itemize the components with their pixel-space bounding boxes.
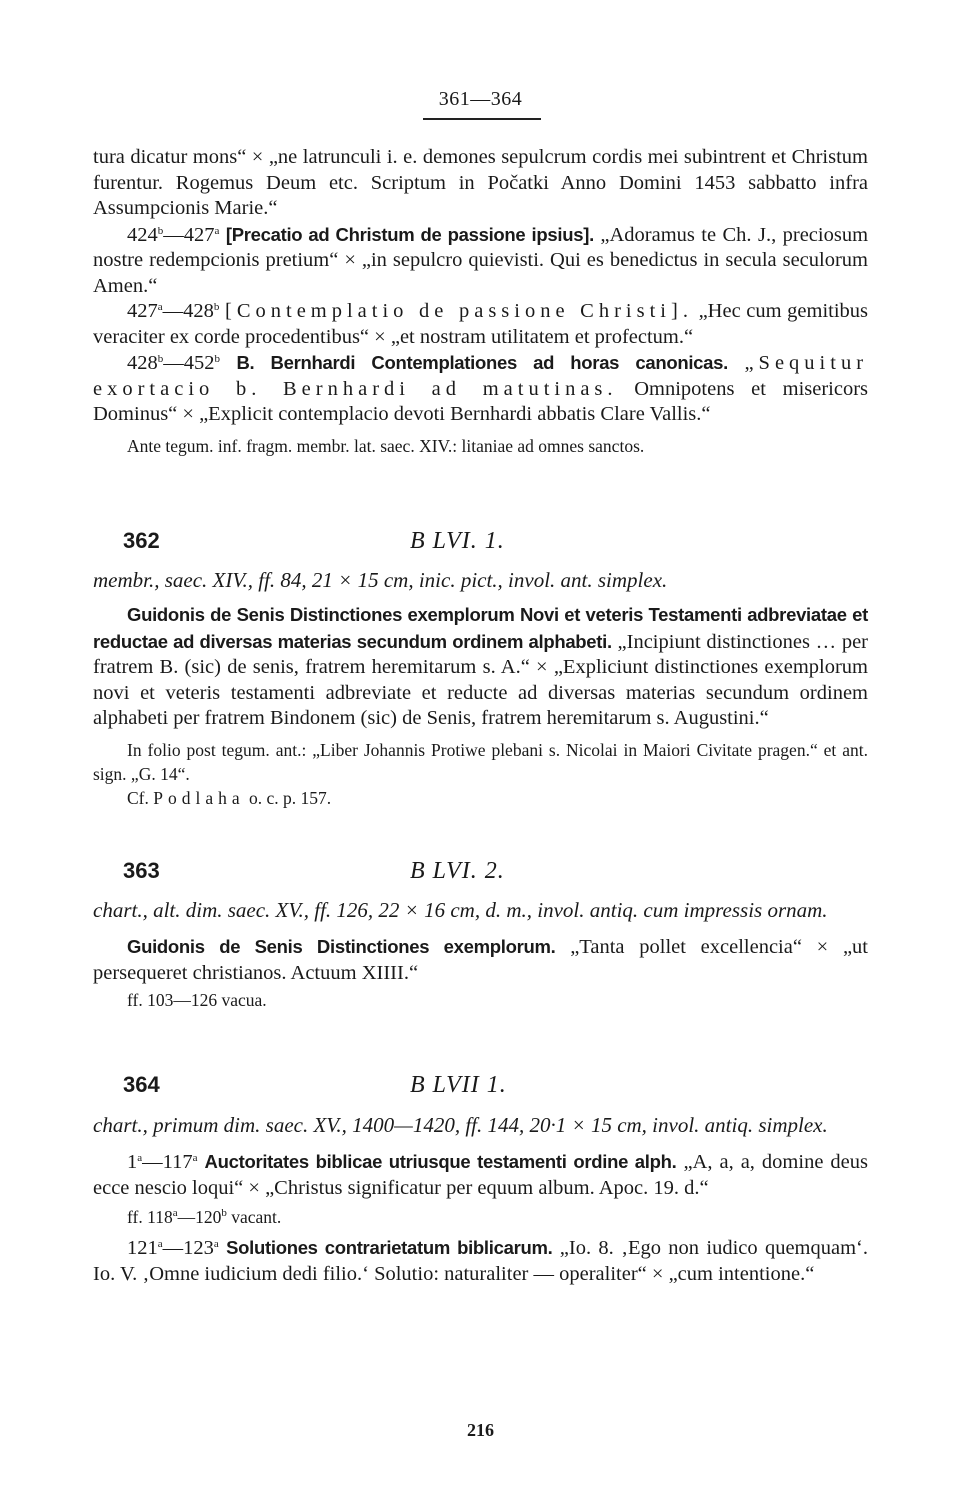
shelfmark: B LVI. 1.: [410, 528, 505, 554]
entry-heading: [93, 528, 868, 558]
incipit-explicit: „Hec cum gemitibus veraciter ex corde procedentibus“ × „et nostram utilitatem et profectum.“: [93, 300, 869, 348]
item-title: Guidonis de Senis Distinctiones exemplorum.: [127, 936, 556, 957]
item-title: [Precatio ad Christum de passione ipsius].: [225, 223, 594, 245]
folio-range: 428$^b$—452$^b$: [127, 352, 220, 374]
incipit-explicit: „Io. 8. ‚Ego non iudico quemquam‘. Io. V. ‚Omne iudicium dedi filio.‘ Solutio: naturaliter — operaliter“ × „cum intentione.“: [93, 1237, 868, 1285]
contents-item: [93, 222, 868, 300]
shelfmark: B LVII 1.: [410, 1072, 507, 1098]
cited-author: Podlaha: [153, 787, 245, 808]
item-title: Auctoritates biblicae utriusque testamenti ordine alph.: [204, 1151, 677, 1172]
continuation-block: [93, 145, 868, 458]
blank-leaves-note: ff. 103—126 vacua.: [127, 990, 267, 1010]
contents-item: [93, 350, 868, 428]
folio-range: 121$^a$—123$^a$: [127, 1237, 219, 1259]
entry-heading: [93, 1072, 868, 1102]
entry-number: 363: [123, 858, 160, 883]
entry-number: 362: [123, 528, 160, 553]
binding-note: Ante tegum. inf. fragm. membr. lat. saec. XIV.: litaniae ad omnes sanctos.: [127, 435, 645, 456]
item-title: B. Bernhardi Contemplationes ad horas canonicas.: [236, 352, 728, 373]
item-title: Guidonis de Senis Distinctiones exemplorum Novi et veteris Testamenti adbreviatae et reductae ad diversas materias secundum ordinem alphabeti.: [93, 604, 868, 652]
physical-description: chart., primum dim. saec. XV., 1400—1420, ff. 144, 20·1 × 15 cm, invol. antiq. simplex.: [93, 1113, 828, 1137]
provenance-note: In folio post tegum. ant.: „Liber Johannis Protiwe plebani s. Nicolai in Maiori Civitate pragen.“ et ant. sign. „G. 14“.: [93, 739, 868, 784]
incipit-explicit: „Incipiunt distinctiones … per fratrem B. (sic) de senis, fratrem heremitarum s. A.“ × „Expliciunt distinctiones exemplorum novi et veteris testamenti adbreviate et reducte ad diversas materias secundum ordinem alphabeti per fratrem Bindonem (sic) de Senis, fratrem heremitarum s. Augustini.“: [93, 630, 869, 729]
incipit-explicit: „A, a, a, domine deus ecce nescio loqui“ × „Christus significatur per equum album. Apoc. 19. d.“: [93, 1151, 868, 1199]
contents-item: [93, 1235, 868, 1287]
contents-item: [93, 299, 868, 350]
item-title-spaced: [Contemplatio de passione Christi].: [225, 300, 693, 322]
page-number: 216: [467, 1420, 494, 1440]
physical-description: chart., alt. dim. saec. XV., ff. 126, 22 × 16 cm, d. m., invol. antiq. cum impressis ornam.: [93, 898, 828, 922]
incipit-spaced: „Sequitur exortacio b. Bernhardi ad matutinas.: [93, 352, 869, 400]
blank-leaves-note: ff. 118$^a$—120$^b$ vacant.: [127, 1207, 282, 1227]
shelfmark: B LVI. 2.: [410, 858, 505, 884]
entry-heading: [93, 858, 868, 888]
entry-number: 364: [123, 1072, 160, 1097]
incipit-explicit: „Tanta pollet excellencia“ × „ut persequeret christianos. Actuum XIIII.“: [93, 936, 869, 984]
item-title: Solutiones contrarietatum biblicarum.: [226, 1237, 553, 1258]
incipit-explicit: Omnipotens et misericors Dominus“ × „Explicit contemplacio devoti Bernhardi abbatis Clare Vallis.“: [93, 377, 869, 425]
contents-item: [93, 602, 868, 732]
header-rule: [423, 118, 541, 120]
physical-description: membr., saec. XIV., ff. 84, 21 × 15 cm, inic. pict., invol. ant. simplex.: [93, 568, 668, 592]
continuation-paragraph: tura dicatur mons“ × „ne latrunculi i. e. demones sepulcrum cordis mei subintrent et Christum furentur. Rogemus Deum etc. Scriptum in Počatki Anno Domini 1453 sabbatto infra Assumpcionis Marie.“: [93, 146, 868, 219]
running-head: 361—364: [438, 88, 523, 110]
entry-body: [93, 897, 868, 1012]
entry-body: [93, 567, 868, 810]
contents-item: [93, 1149, 868, 1201]
literature-note: Cf. Podlaha o. c. p. 157.: [127, 787, 332, 808]
incipit-explicit: „Adoramus te Ch. J., preciosum nostre redempcionis pretium“ × „in sepulcro quievisti. Qui es benedictus in secula seculorum Amen.“: [93, 223, 869, 297]
folio-range: 424$^b$—427$^a$: [127, 223, 220, 246]
entry-body: [93, 1112, 868, 1287]
contents-item: [93, 934, 868, 986]
folio-range: 1$^a$—117$^a$: [127, 1151, 198, 1173]
folio-range: 427$^a$—428$^b$: [127, 300, 220, 322]
